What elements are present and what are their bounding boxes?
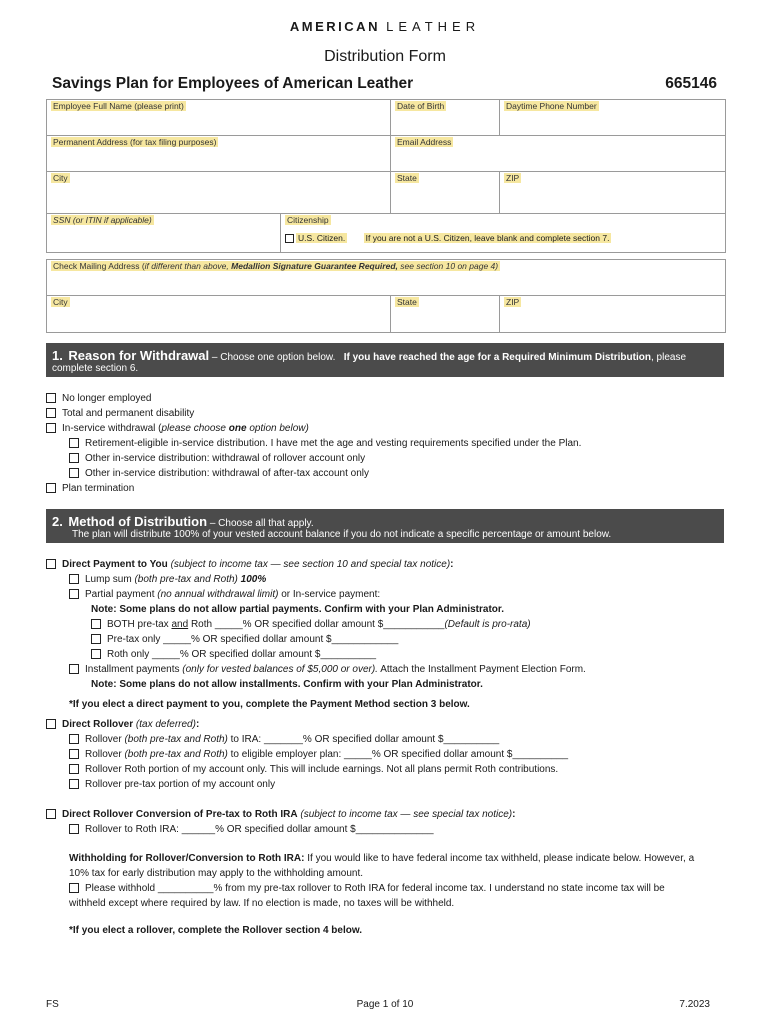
phone-field[interactable] xyxy=(500,100,725,136)
brand-logo xyxy=(0,19,770,34)
checkbox[interactable] xyxy=(69,453,79,463)
section1-line2: complete section 6. xyxy=(52,363,139,374)
section2-header xyxy=(46,509,724,543)
installment-note: Note: Some plans do not allow installments. Confirm with your Plan Administrator. xyxy=(91,679,483,690)
direct-payment-option[interactable] xyxy=(46,559,454,570)
checkbox[interactable] xyxy=(46,809,56,819)
direct-payment-italic: (subject to income tax — see section 10 and special tax notice) xyxy=(170,559,451,570)
rollover-plan-suffix: to eligible employer plan: _____% OR specified dollar amount $__________ xyxy=(230,749,569,760)
checkbox[interactable] xyxy=(69,468,79,478)
ssn-field[interactable] xyxy=(47,214,281,252)
withholding-option[interactable] xyxy=(69,883,665,894)
direct-rollover-italic: (tax deferred) xyxy=(135,719,196,730)
phone-label: Daytime Phone Number xyxy=(506,101,597,111)
withholding-bold: Withholding for Rollover/Conversion to Roth IRA: xyxy=(69,853,305,864)
section1-bold-note: If you have reached the age for a Required Minimum Distribution xyxy=(343,352,651,363)
option-label: Retirement-eligible in-service distribution. I have met the age and vesting requirements specified under the Plan. xyxy=(85,438,582,449)
conversion-label: Direct Rollover Conversion of Pre-tax to Roth IRA xyxy=(62,809,298,820)
checkbox[interactable] xyxy=(46,719,56,729)
install-label: Installment payments xyxy=(85,664,180,675)
brand-light: LEATHER xyxy=(386,19,481,34)
checkbox[interactable] xyxy=(69,438,79,448)
colon: : xyxy=(512,809,516,820)
checkbox[interactable] xyxy=(69,764,79,774)
checkbox[interactable] xyxy=(69,749,79,759)
option-italic: please choose xyxy=(161,423,226,434)
rollover-ira-suffix: to IRA: _______% OR specified dollar amount $__________ xyxy=(230,734,500,745)
checkbox[interactable] xyxy=(91,634,101,644)
option-aftertax-account[interactable] xyxy=(69,468,369,479)
option-disability[interactable] xyxy=(46,408,194,419)
withholding-text: If you would like to have federal income tax withheld, please indicate below. However, a xyxy=(307,853,695,864)
checkbox[interactable] xyxy=(69,664,79,674)
footer-left: FS xyxy=(46,999,59,1010)
checkbox[interactable] xyxy=(91,649,101,659)
city-field[interactable] xyxy=(47,172,391,214)
checkbox[interactable] xyxy=(91,619,101,629)
option-label: Plan termination xyxy=(62,483,135,494)
mailing-prefix: Check Mailing Address ( xyxy=(53,261,145,271)
checkbox[interactable] xyxy=(69,779,79,789)
ssn-label: SSN (or ITIN if applicable) xyxy=(53,215,152,225)
section2-title: Method of Distribution xyxy=(68,514,208,529)
mailing-italic: if different than above, xyxy=(144,261,229,271)
rollover-plan-label: Rollover xyxy=(85,749,122,760)
city2-label: City xyxy=(53,297,68,307)
partial-note: Note: Some plans do not allow partial payments. Confirm with your Plan Administrator. xyxy=(91,604,505,615)
address-field[interactable] xyxy=(47,136,391,172)
conversion-italic: (subject to income tax — see special tax notice) xyxy=(300,809,513,820)
state-field[interactable] xyxy=(391,172,500,214)
direct-payment-instruction: *If you elect a direct payment to you, complete the Payment Method section 3 below. xyxy=(69,699,470,710)
roth-only-label: Roth only _____% OR specified dollar amount $__________ xyxy=(107,649,377,660)
checkbox[interactable] xyxy=(69,589,79,599)
both-label-b: Roth _____% OR specified dollar amount $___________ xyxy=(190,619,445,630)
checkbox[interactable] xyxy=(69,574,79,584)
section2-dash: – Choose all that apply. xyxy=(209,518,314,529)
withholding-line3: Please withhold __________% from my pre-tax rollover to Roth IRA for federal income tax. I understand no state income tax will be xyxy=(85,883,665,894)
direct-payment-label: Direct Payment to You xyxy=(62,559,168,570)
section1-dash: – Choose one option below. xyxy=(211,352,336,363)
option-label: Other in-service distribution: withdrawal of after-tax account only xyxy=(85,468,370,479)
employee-name-field[interactable] xyxy=(47,100,391,136)
form-number: 665146 xyxy=(665,75,717,92)
rollover-pretax-label: Rollover pre-tax portion of my account only xyxy=(85,779,276,790)
email-label: Email Address xyxy=(397,137,452,147)
lump-italic: (both pre-tax and Roth) xyxy=(134,574,238,585)
rollover-roth-label: Rollover Roth portion of my account only. This will include earnings. Not all plans permit Roth contributions. xyxy=(85,764,559,775)
both-label-a: BOTH pre-tax xyxy=(107,619,169,630)
brand-bold: AMERICAN xyxy=(289,19,380,34)
roth-ira-label: Rollover to Roth IRA: ______% OR specified dollar amount $______________ xyxy=(85,824,434,835)
mailing-suffix: see section 10 on page 4) xyxy=(400,261,499,271)
rollover-ira-option[interactable] xyxy=(69,734,499,745)
option-inservice[interactable] xyxy=(46,423,309,434)
roth-only-option[interactable] xyxy=(91,649,376,660)
option-rollover-account[interactable] xyxy=(69,453,365,464)
rollover-pretax-portion-option[interactable] xyxy=(69,779,275,790)
dob-label: Date of Birth xyxy=(397,101,445,111)
state-label: State xyxy=(397,173,417,183)
page-number: Page 1 of 10 xyxy=(356,999,414,1010)
section1-title: Reason for Withdrawal xyxy=(68,348,210,363)
rollover-instruction: *If you elect a rollover, complete the Rollover section 4 below. xyxy=(69,925,363,936)
section2-line2: The plan will distribute 100% of your vested account balance if you do not indicate a specific percentage or amount below. xyxy=(72,529,612,540)
install-suffix: Attach the Installment Payment Election Form. xyxy=(380,664,586,675)
employee-name-label: Employee Full Name (please print) xyxy=(53,101,184,111)
withholding-line4: withheld except where required by law. If no election is made, no taxes will be withheld. xyxy=(69,898,455,909)
install-italic: (only for vested balances of $5,000 or over). xyxy=(182,664,378,675)
pretax-only-label: Pre-tax only _____% OR specified dollar amount $____________ xyxy=(107,634,399,645)
checkbox[interactable] xyxy=(69,734,79,744)
checkbox[interactable] xyxy=(46,483,56,493)
email-field[interactable] xyxy=(391,136,725,172)
mailing-address-label xyxy=(51,261,500,271)
colon: : xyxy=(195,719,200,730)
city-label: City xyxy=(53,173,68,183)
zip2-field[interactable] xyxy=(500,296,725,332)
citizenship-label: Citizenship xyxy=(287,215,329,225)
option-label: No longer employed xyxy=(62,393,152,404)
lump-sum-option[interactable] xyxy=(69,574,266,585)
state2-label: State xyxy=(397,297,417,307)
citizen-note: If you are not a U.S. Citizen, leave blank and complete section 7. xyxy=(365,233,610,243)
both-default: (Default is pro-rata) xyxy=(444,619,531,630)
installment-option[interactable] xyxy=(69,664,586,675)
personal-info-grid xyxy=(46,99,726,253)
colon: : xyxy=(450,559,454,570)
option-italic2: option below) xyxy=(249,423,309,434)
option-label: In-service withdrawal ( xyxy=(62,423,162,434)
withholding-line2: 10% tax for early distribution may apply to the withholding amount. xyxy=(69,868,364,879)
lump-bold: 100% xyxy=(240,574,267,585)
us-citizen-label: U.S. Citizen. xyxy=(298,233,346,243)
checkbox[interactable] xyxy=(46,423,56,433)
checkbox[interactable] xyxy=(46,559,56,569)
rollover-ira-italic: (both pre-tax and Roth) xyxy=(124,734,228,745)
checkbox[interactable] xyxy=(46,393,56,403)
zip-label: ZIP xyxy=(506,173,520,183)
plan-title: Savings Plan for Employees of American Leather xyxy=(52,75,414,92)
option-bold: one xyxy=(228,423,247,434)
pretax-only-option[interactable] xyxy=(91,634,398,645)
mailing-bold: Medallion Signature Guarantee Required, xyxy=(231,261,398,271)
partial-label: Partial payment xyxy=(85,589,155,600)
option-plan-termination[interactable] xyxy=(46,483,134,494)
mailing-address-grid xyxy=(46,259,726,333)
rollover-ira-label: Rollover xyxy=(85,734,122,745)
partial-payment-option[interactable] xyxy=(69,589,380,600)
rollover-roth-portion-option[interactable] xyxy=(69,764,558,775)
address-label: Permanent Address (for tax filing purposes) xyxy=(53,137,217,147)
lump-label: Lump sum xyxy=(85,574,132,585)
rollover-plan-italic: (both pre-tax and Roth) xyxy=(124,749,228,760)
both-pretax-roth-option[interactable] xyxy=(91,619,531,630)
rollover-roth-ira-option[interactable] xyxy=(69,824,434,835)
dob-field[interactable] xyxy=(391,100,500,136)
state2-field[interactable] xyxy=(391,296,500,332)
zip-field[interactable] xyxy=(500,172,725,214)
form-title: Distribution Form xyxy=(324,48,446,65)
option-no-longer-employed[interactable] xyxy=(46,393,152,404)
partial-suffix: or In-service payment: xyxy=(281,589,381,600)
partial-italic: (no annual withdrawal limit) xyxy=(157,589,279,600)
footer-date: 7.2023 xyxy=(679,999,710,1010)
citizenship-field xyxy=(281,214,725,252)
direct-rollover-label: Direct Rollover xyxy=(62,719,134,730)
section1-header xyxy=(46,343,724,377)
section1-note-tail: , please xyxy=(650,352,687,363)
checkbox[interactable] xyxy=(69,824,79,834)
rollover-employer-plan-option[interactable] xyxy=(69,749,568,760)
both-and: and xyxy=(171,619,189,630)
section2-number: 2. xyxy=(52,514,63,529)
us-citizen-checkbox[interactable] xyxy=(285,234,294,243)
withholding-heading xyxy=(69,853,694,864)
city2-field[interactable] xyxy=(47,296,391,332)
checkbox[interactable] xyxy=(69,883,79,893)
option-label: Other in-service distribution: withdrawal of rollover account only xyxy=(85,453,366,464)
section1-number: 1. xyxy=(52,348,63,363)
option-retirement-eligible[interactable] xyxy=(69,438,581,449)
checkbox[interactable] xyxy=(46,408,56,418)
direct-rollover-option[interactable] xyxy=(46,719,199,730)
roth-conversion-option[interactable] xyxy=(46,809,515,820)
zip2-label: ZIP xyxy=(506,297,520,307)
option-label: Total and permanent disability xyxy=(62,408,195,419)
mailing-address-field[interactable] xyxy=(47,260,725,296)
